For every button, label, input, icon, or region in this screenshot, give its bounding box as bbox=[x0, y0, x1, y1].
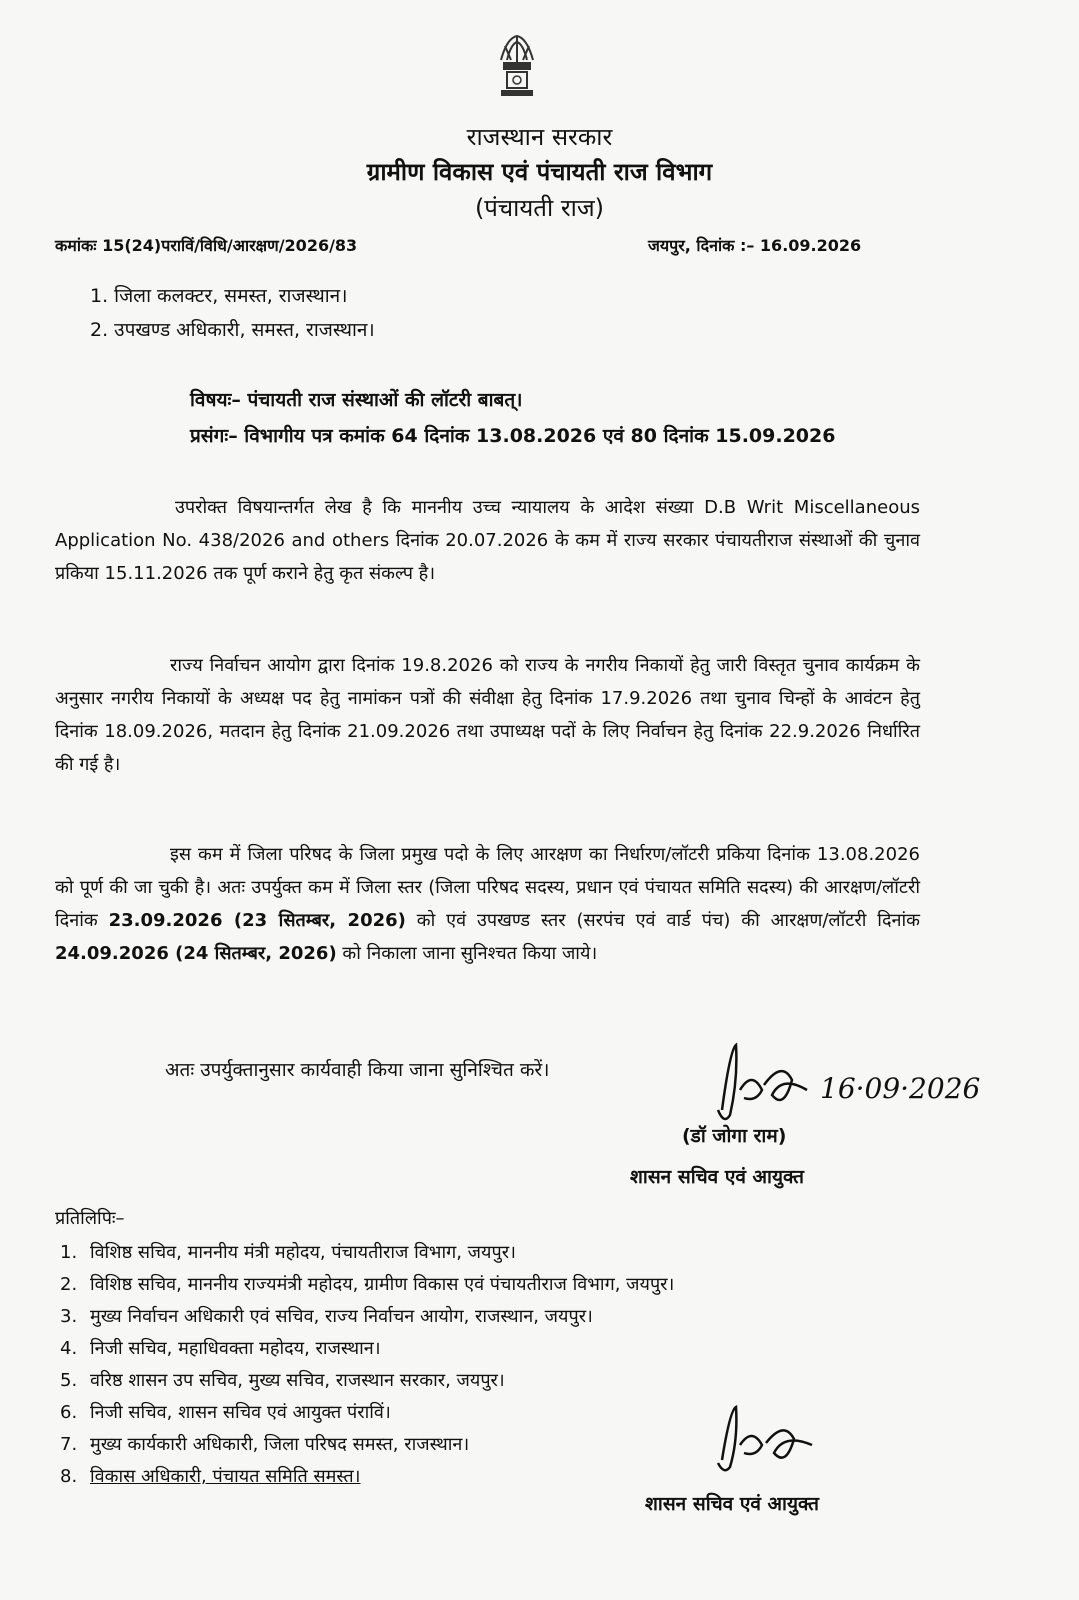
paragraph-1: उपरोक्त विषयान्तर्गत लेख है कि माननीय उच्च न्यायालय के आदेश संख्या D.B Writ Miscellaneous Application No. 438/2026 and others दिनांक 20.07.2026 के कम में राज्य सरकार पंचायतीराज संस्थाओं की चुनाव प्रकिया 15.11.2026 तक पूर्ण कराने हेतु कृत संकल्प है। bbox=[55, 497, 920, 584]
addressee-2: 2. उपखण्ड अधिकारी, समस्त, राजस्थान। bbox=[90, 319, 375, 341]
copy-item: 2. विशिष्ठ सचिव, माननीय राज्यमंत्री महोदय, ग्रामीण विकास एवं पंचायतीराज विभाग, जयपुर। bbox=[60, 1274, 675, 1295]
reference-number: कमांकः 15(24)पराविं/विधि/आरक्षण/2026/83 bbox=[55, 236, 358, 255]
place-date: जयपुर, दिनांक :– 16.09.2026 bbox=[648, 236, 862, 255]
copies-heading: प्रतिलिपिः– bbox=[55, 1208, 125, 1229]
district-lottery-date: 23.09.2026 (23 सितम्बर, 2026) bbox=[108, 910, 406, 931]
paragraph-2: राज्य निर्वाचन आयोग द्वारा दिनांक 19.8.2026 को राज्य के नगरीय निकायों हेतु जारी विस्तृत चुनाव कार्यक्रम के अनुसार नगरीय निकायों के अध्यक्ष पद हेतु नामांकन पत्रों की संवीक्षा हेतु दिनांक 17.9.2026 तथा चुनाव चिन्हों के आवंटन हेतु दिनांक 18.09.2026, मतदान हेतु दिनांक 21.09.2026 तथा उपाध्यक्ष पदों के लिए निर्वाचन हेतु दिनांक 22.9.2026 निर्धारित की गई है। bbox=[55, 655, 920, 775]
signatory-designation: शासन सचिव एवं आयुक्त bbox=[630, 1166, 804, 1188]
copy-item: 3. मुख्य निर्वाचन अधिकारी एवं सचिव, राज्य निर्वाचन आयोग, राजस्थान, जयपुर। bbox=[60, 1306, 593, 1327]
copy-item: 4. निजी सचिव, महाधिवक्ता महोदय, राजस्थान। bbox=[60, 1338, 381, 1359]
signatory-name: (डॉ जोगा राम) bbox=[682, 1125, 787, 1147]
copy-item: 5. वरिष्ठ शासन उप सचिव, मुख्य सचिव, राजस्थान सरकार, जयपुर। bbox=[60, 1370, 505, 1391]
closing-line: अतः उपर्युक्तानुसार कार्यवाही किया जाना सुनिश्चित करें। bbox=[165, 1059, 550, 1081]
copies-signatory-designation: शासन सचिव एवं आयुक्त bbox=[645, 1493, 819, 1515]
state-emblem-icon bbox=[487, 32, 547, 102]
signature bbox=[712, 1405, 842, 1475]
subject-line: विषयः– पंचायती राज संस्थाओं की लॉटरी बाबत्। bbox=[190, 389, 523, 411]
svg-text:16·09·2026: 16·09·2026 bbox=[820, 1072, 981, 1105]
reference-line: प्रसंगः– विभागीय पत्र कमांक 64 दिनांक 13.08.2026 एवं 80 दिनांक 15.09.2026 bbox=[190, 425, 836, 447]
paragraph-3: इस कम में जिला परिषद के जिला प्रमुख पदो के लिए आरक्षण का निर्धारण/लॉटरी प्रकिया दिनांक 13.08.2026 को पूर्ण की जा चुकी है। अतः उपर्युक्त कम में जिला स्तर (जिला परिषद सदस्य, प्रधान एवं पंचायत समिति सदस्य) की आरक्षण/लॉटरी दिनांक 23.09.2026 (23 सितम्बर, 2026) को एवं उपखण्ड स्तर (सरपंच एवं वार्ड पंच) की आरक्षण/लॉटरी दिनांक 24.09.2026 (24 सितम्बर, 2026) को निकाला जाना सुनिश्चत किया जाये। bbox=[55, 844, 920, 964]
copy-item: 6. निजी सचिव, शासन सचिव एवं आयुक्त पंराविं। bbox=[60, 1402, 391, 1423]
copy-item: 7. मुख्य कार्यकारी अधिकारी, जिला परिषद समस्त, राजस्थान। bbox=[60, 1434, 470, 1455]
subdivision-lottery-date: 24.09.2026 (24 सितम्बर, 2026) bbox=[55, 943, 337, 964]
signature-with-date bbox=[712, 1040, 992, 1130]
copy-item: 8. विकास अधिकारी, पंचायत समिति समस्त। bbox=[60, 1466, 361, 1487]
department-name: ग्रामीण विकास एवं पंचायती राज विभाग bbox=[366, 158, 713, 186]
copy-item: 1. विशिष्ठ सचिव, माननीय मंत्री महोदय, पंचायतीराज विभाग, जयपुर। bbox=[60, 1242, 516, 1263]
addressee-1: 1. जिला कलक्टर, समस्त, राजस्थान। bbox=[90, 285, 348, 307]
sub-department: (पंचायती राज) bbox=[474, 194, 605, 222]
government-name: राजस्थान सरकार bbox=[466, 123, 613, 151]
